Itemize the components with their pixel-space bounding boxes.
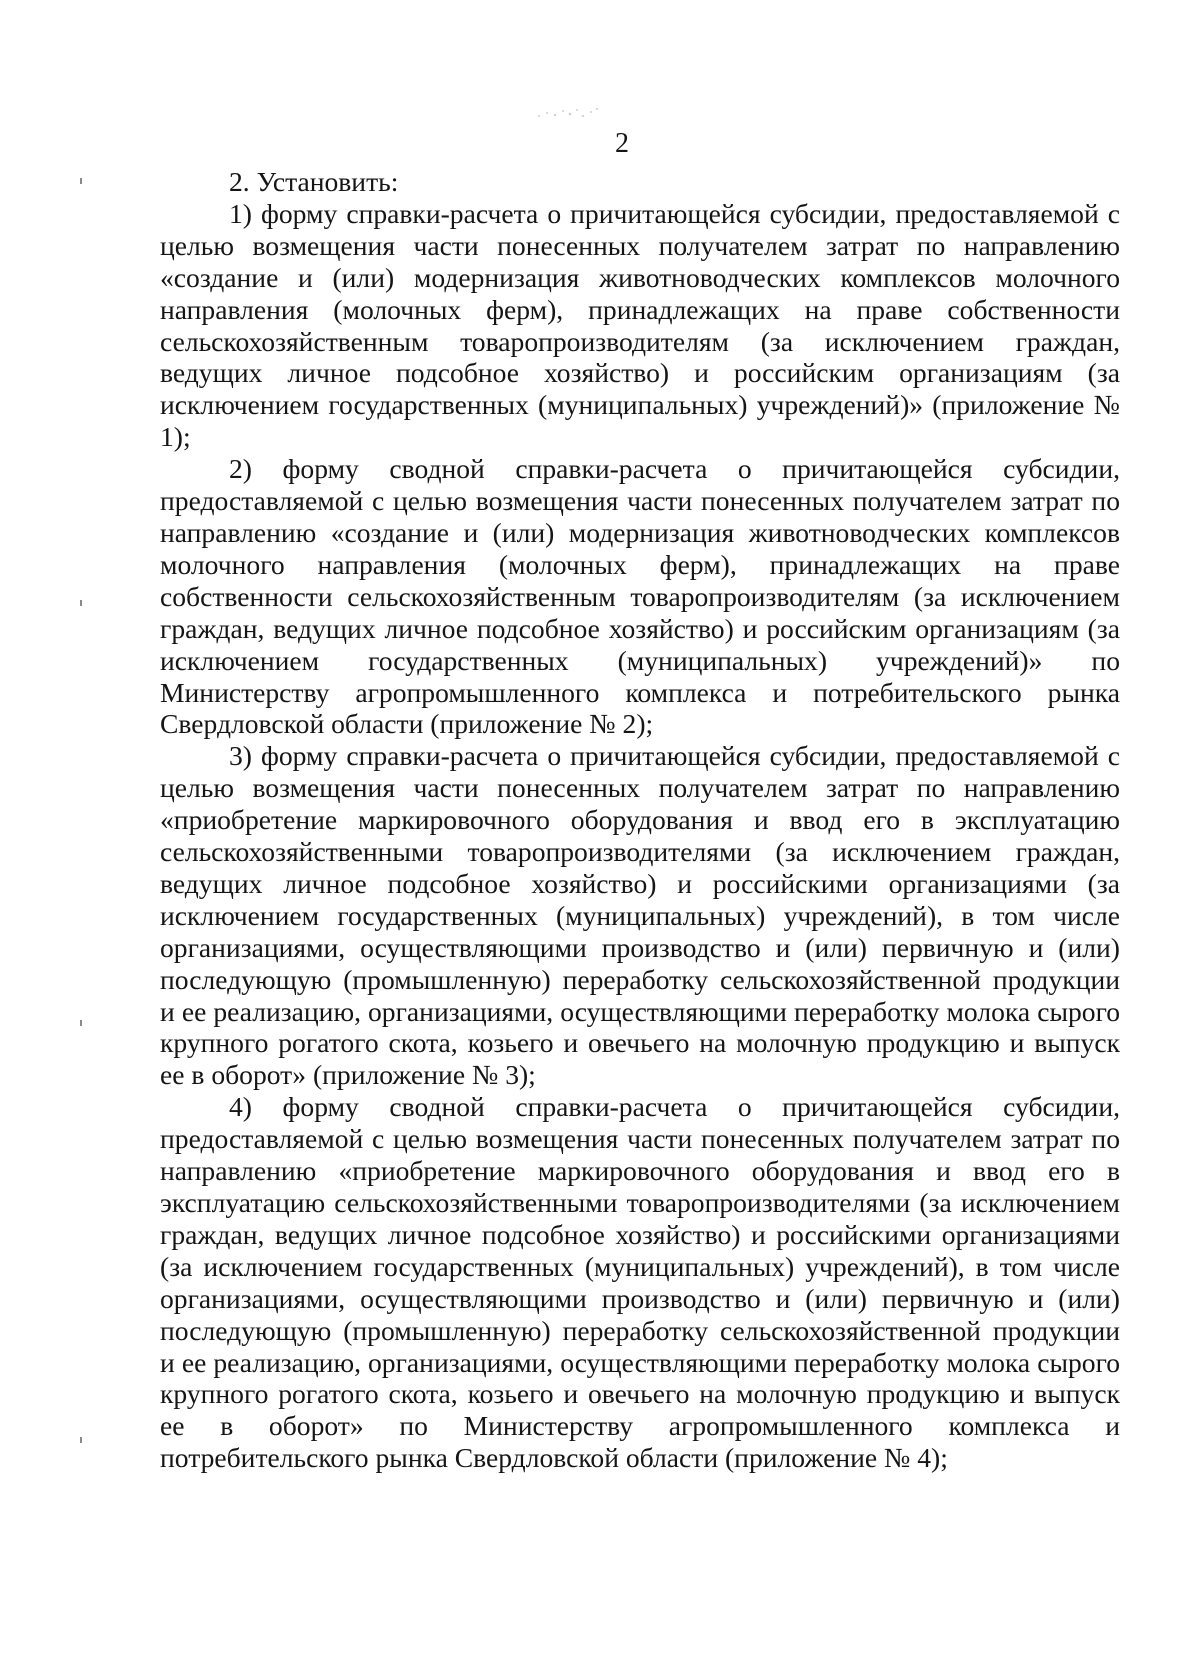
paragraph-item-4: 4) форму сводной справки-расчета о причитающейся субсидии, предоставляемой с целью возмещения части понесенных получателем затрат по направлению «приобретение маркировочного оборудования и ввод его в эксплуатацию сельскохозяйственными товаропроизводителями (за исключением граждан, ведущих личное подсобное хозяйство) и российскими организациями (за исключением государственных (муниципальных) учреждений), в том числе организациями, осуществляющими производство и (или) первичную и (или) последующую (промышленную) переработку сельскохозяйственной продукции и ее реализацию, организациями, осуществляющими переработку молока сырого крупного рогатого скота, козьего и овечьего на молочную продукцию и выпуск ее в оборот» по Министерству агропромышленного комплекса и потребительского рынка Свердловской области (приложение № 4);: [160, 1091, 1120, 1474]
page-number: 2: [615, 128, 629, 159]
paragraph-item-3: 3) форму справки-расчета о причитающейся субсидии, предоставляемой с целью возмещения части понесенных получателем затрат по направлению «приобретение маркировочного оборудования и ввод его в эксплуатацию сельскохозяйственными товаропроизводителями (за исключением граждан, ведущих личное подсобное хозяйство) и российскими организациями (за исключением государственных (муниципальных) учреждений), в том числе организациями, осуществляющими производство и (или) первичную и (или) последующую (промышленную) переработку сельскохозяйственной продукции и ее реализацию, организациями, осуществляющими переработку молока сырого крупного рогатого скота, козьего и овечьего на молочную продукцию и выпуск ее в оборот» (приложение № 3);: [160, 740, 1120, 1091]
paragraph-item-2: 2) форму сводной справки-расчета о причитающейся субсидии, предоставляемой с целью возмещения части понесенных получателем затрат по направлению «создание и (или) модернизация животноводческих комплексов молочного направления (молочных ферм), принадлежащих на праве собственности сельскохозяйственным товаропроизводителям (за исключением граждан, ведущих личное подсобное хозяйство) и российским организациям (за исключением государственных (муниципальных) учреждений)» по Министерству агропромышленного комплекса и потребительского рынка Свердловской области (приложение № 2);: [160, 453, 1120, 740]
paragraph-establish-heading: 2. Установить:: [229, 166, 399, 197]
paragraph-item-1: 1) форму справки-расчета о причитающейся субсидии, предоставляемой с целью возмещения части понесенных получателем затрат по направлению «создание и (или) модернизация животноводческих комплексов молочного направления (молочных ферм), принадлежащих на праве собственности сельскохозяйственным товаропроизводителям (за исключением граждан, ведущих личное подсобное хозяйство) и российским организациям (за исключением государственных (муниципальных) учреждений)» (приложение № 1);: [160, 197, 1120, 453]
scan-speck: [80, 600, 82, 606]
scan-speck: [80, 178, 82, 184]
scan-noise-mark: [533, 104, 603, 122]
document-body: [160, 166, 1120, 1474]
scan-speck: [80, 1437, 82, 1443]
scan-speck: [80, 1020, 82, 1026]
